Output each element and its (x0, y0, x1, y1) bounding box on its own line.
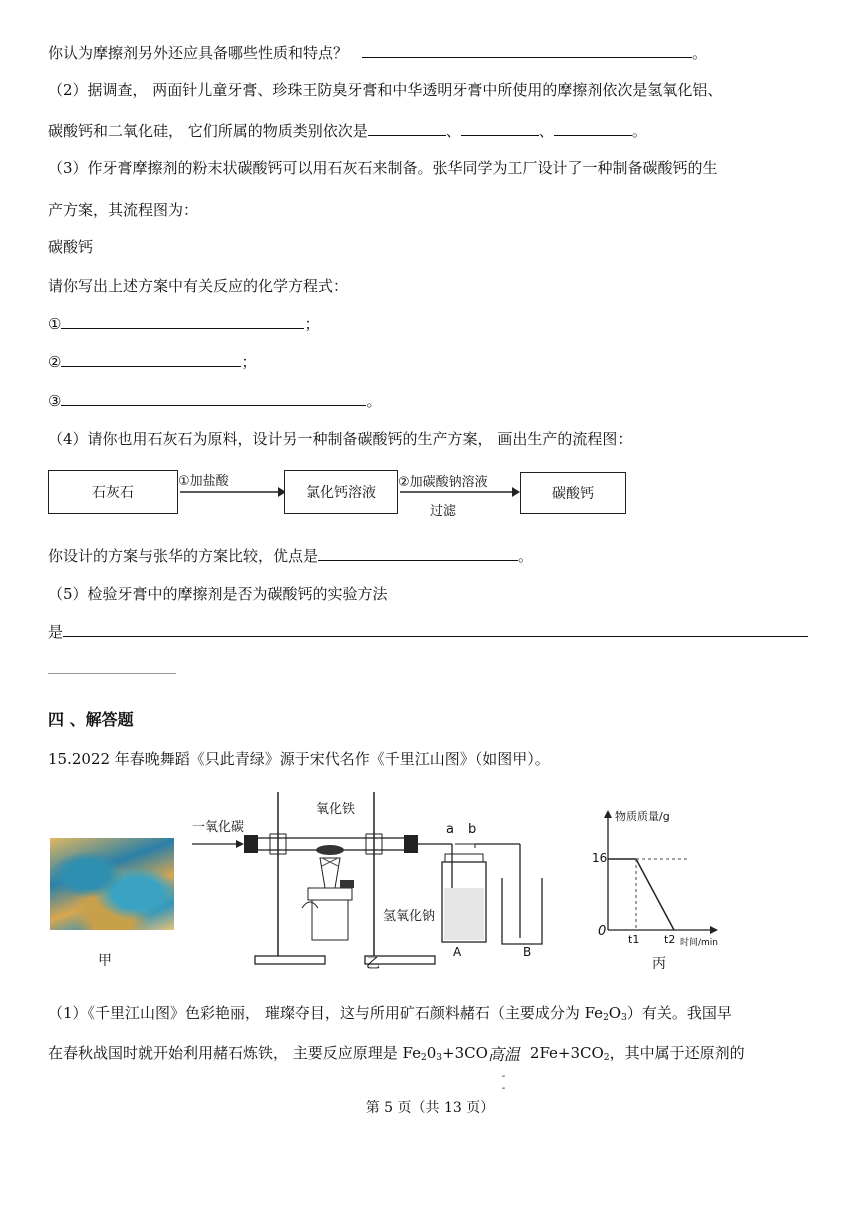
label-bottle-A: A (453, 945, 462, 959)
answer-blank[interactable] (362, 43, 692, 58)
label-a: a (446, 822, 454, 837)
page-footer: 第 5 页（共 13 页） (365, 1100, 495, 1116)
flow-box-calcium-carbonate: 碳酸钙 (520, 472, 626, 514)
answer-blank[interactable] (368, 121, 446, 136)
equation-2: ② ； (48, 353, 257, 371)
question-4-compare: 你设计的方案与张华的方案比较，优点是 。 (48, 547, 534, 565)
question-2-line2: 碳酸钙和二氧化硅， 它们所属的物质类别依次是 、 、 。 (48, 122, 647, 140)
graph-t2: t2 (664, 933, 676, 946)
section-heading: 四 、解答题 (48, 710, 134, 729)
question-4-line: （4）请你也用石灰石为原料，设计另一种制备碳酸钙的生产方案， 画出生产的流程图： (48, 430, 633, 448)
flow-arrow-2-label-bottom: 过滤 (430, 504, 457, 519)
label-carbon-monoxide: 一氧化碳 (192, 820, 245, 835)
flow-arrow-1-label: ①加盐酸 (178, 474, 229, 489)
mass-time-graph (590, 810, 720, 950)
question-line: 你认为摩擦剂另外还应具备哪些性质和特点？ 。 (48, 44, 708, 62)
figure-label-jia: 甲 (98, 953, 112, 969)
question-5-line2: 是 (48, 621, 808, 643)
label-beaker-B: B (523, 945, 532, 959)
answer-blank[interactable] (318, 546, 518, 561)
painting-image (50, 838, 174, 930)
question-3-line1: （3）作牙膏摩擦剂的粉末状碳酸钙可以用石灰石来制备。张华同学为工厂设计了一种制备碳酸钙的生 (48, 159, 718, 177)
flow-box-calcium-chloride: 氯化钙溶液 (284, 470, 398, 514)
question-2-line1: （2）据调查， 两面针儿童牙膏、珍珠王防臭牙膏和中华透明牙膏中所使用的摩擦剂依次是氢氧化铝、 (48, 81, 723, 99)
question-5-line1: （5）检验牙膏中的摩擦剂是否为碳酸钙的实验方法 (48, 585, 388, 603)
answer-blank-continuation[interactable] (48, 673, 176, 674)
answer-blank[interactable] (461, 121, 539, 136)
figure-label-yi: 乙 (366, 956, 380, 972)
question-3-line4: 请你写出上述方案中有关反应的化学方程式： (48, 277, 349, 295)
question-3-line2: 产方案，其流程图为： (48, 201, 199, 219)
question-3-line3: 碳酸钙 (48, 238, 94, 256)
graph-xlabel: 时间/min (680, 938, 719, 948)
graph-value-16: 16 (592, 851, 608, 865)
equation-1: ① ； (48, 315, 320, 333)
question-15-title: 15.2022 年春晚舞蹈《只此青绿》源于宋代名作《千里江山图》（如图甲）。 (48, 750, 550, 768)
flow-box-limestone: 石灰石 (48, 470, 178, 514)
graph-ylabel: 物质质量/g (615, 810, 670, 823)
figure-label-bing: 丙 (652, 956, 666, 972)
label-sodium-hydroxide: 氢氧化钠 (383, 909, 436, 924)
answer-blank[interactable] (61, 352, 241, 367)
answer-blank[interactable] (554, 121, 632, 136)
apparatus-diagram (190, 788, 570, 978)
answer-blank[interactable] (63, 622, 808, 637)
graph-origin: 0 (598, 924, 607, 939)
equation-3: ③ 。 (48, 392, 382, 410)
question-15-part1-line2: 在春秋战国时就开始利用赭石炼铁， 主要反应原理是 $Fe_20_3+3CO$ 高温 - - $2Fe+3CO_2$，其中属于还原剂的 (48, 1044, 745, 1094)
label-iron-oxide: 氧化铁 (316, 802, 356, 817)
answer-blank[interactable] (61, 391, 366, 406)
label-b: b (468, 822, 477, 837)
graph-t1: t1 (628, 933, 640, 946)
question-15-part1-line1: （1）《千里江山图》色彩艳丽， 璀璨夺目，这与所用矿石颜料赭石（主要成分为 $Fe_2O_3$）有关。我国早 (48, 1004, 732, 1023)
answer-blank[interactable] (61, 314, 304, 329)
flow-arrow-2-label-top: ②加碳酸钠溶液 (398, 475, 488, 490)
